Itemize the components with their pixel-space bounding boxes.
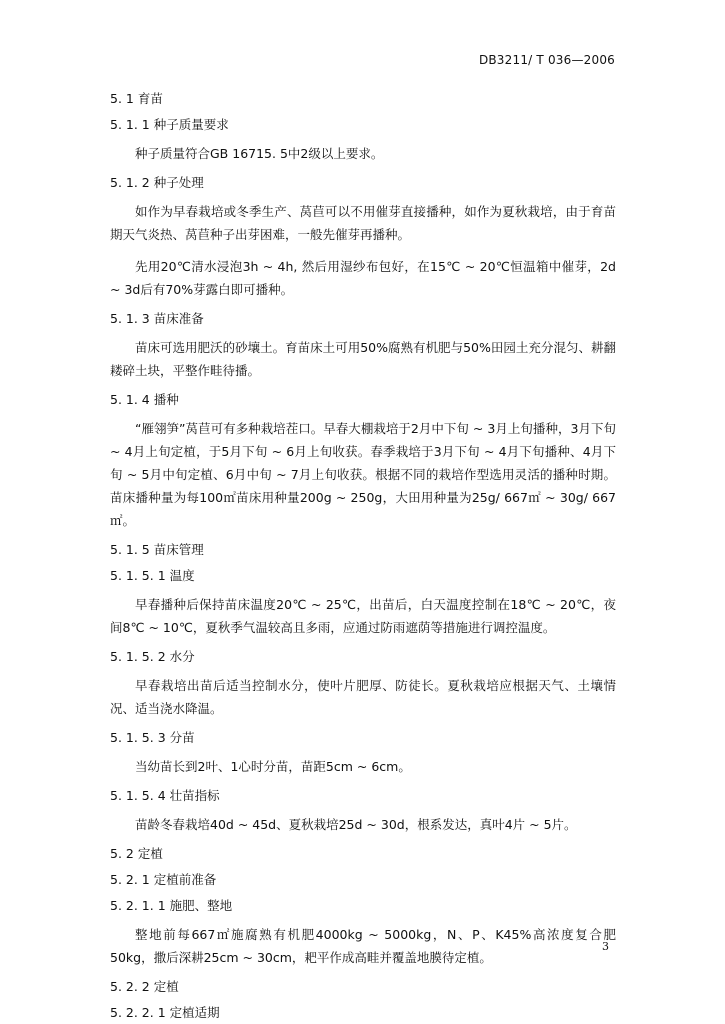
spacer bbox=[110, 995, 616, 1004]
spacer bbox=[110, 532, 616, 541]
section-heading: 5. 1 育苗 bbox=[110, 91, 163, 106]
spacer bbox=[110, 639, 616, 648]
spacer bbox=[110, 969, 616, 978]
section-heading: 5. 1. 4 播种 bbox=[110, 392, 179, 407]
section-heading: 5. 1. 5 苗床管理 bbox=[110, 542, 204, 557]
section-heading: 5. 1. 3 苗床准备 bbox=[110, 311, 204, 326]
body-paragraph: 当幼苗长到2叶、1心时分苗，苗距5cm ~ 6cm。 bbox=[135, 759, 411, 774]
body-paragraph: 苗龄冬春栽培40d ~ 45d、夏秋栽培25d ~ 30d，根系发达，真叶4片 ~ 5片。 bbox=[135, 817, 577, 832]
body-paragraph: 如作为早春栽培或冬季生产、莴苣可以不用催芽直接播种，如作为夏秋栽培，由于育苗期天气炎热、莴苣种子出芽困难，一般先催芽再播种。 bbox=[110, 204, 616, 242]
spacer bbox=[110, 107, 616, 116]
spacer bbox=[110, 888, 616, 897]
section-heading: 5. 2. 1 定植前准备 bbox=[110, 872, 217, 887]
body-paragraph: 种子质量符合GB 16715. 5中2级以上要求。 bbox=[135, 146, 384, 161]
section-heading: 5. 1. 5. 3 分苗 bbox=[110, 730, 195, 745]
page-number: 3 bbox=[602, 940, 609, 953]
document-body bbox=[110, 90, 616, 1021]
spacer bbox=[110, 720, 616, 729]
body-paragraph: 早春播种后保持苗床温度20℃ ~ 25℃，出苗后，白天温度控制在18℃ ~ 20℃，夜间8℃ ~ 10℃，夏秋季气温较高且多雨，应通过防雨遮荫等措施进行调控温度。 bbox=[110, 597, 616, 635]
spacer bbox=[110, 558, 616, 567]
spacer bbox=[110, 165, 616, 174]
spacer bbox=[110, 246, 616, 255]
section-heading: 5. 1. 5. 2 水分 bbox=[110, 649, 195, 664]
spacer bbox=[110, 301, 616, 310]
spacer bbox=[110, 778, 616, 787]
body-paragraph: “雁翎笋”莴苣可有多种栽培茬口。早春大棚栽培于2月中下旬 ~ 3月上旬播种，3月下旬 ~ 4月上旬定植，于5月下旬 ~ 6月上旬收获。春季栽培于3月下旬 ~ 4月下旬播种、4月下旬 ~ 5月中旬定植、6月中旬 ~ 7月上旬收获。根据不同的栽培作型选用灵活的播种时期。苗床播种量为每100㎡苗床用种量200g ~ 250g，大田用种量为25g/ 667㎡ ~ 30g/ 667㎡。 bbox=[110, 421, 616, 528]
document-code: DB3211/ T 036—2006 bbox=[478, 53, 615, 67]
spacer bbox=[110, 836, 616, 845]
body-paragraph: 先用20℃清水浸泡3h ~ 4h, 然后用湿纱布包好，在15℃ ~ 20℃恒温箱中催芽，2d ~ 3d后有70%芽露白即可播种。 bbox=[110, 259, 616, 297]
section-heading: 5. 2 定植 bbox=[110, 846, 163, 861]
section-heading: 5. 1. 5. 1 温度 bbox=[110, 568, 195, 583]
body-paragraph: 整地前每667㎡施腐熟有机肥4000kg ~ 5000kg，N、P、K45%高浓度复合肥50kg，撒后深耕25cm ~ 30cm，耙平作成高畦并覆盖地膜待定植。 bbox=[110, 927, 616, 965]
spacer bbox=[110, 382, 616, 391]
body-paragraph: 苗床可选用肥沃的砂壤土。育苗床土可用50%腐熟有机肥与50%田园土充分混匀、耕翻耧碎土块，平整作畦待播。 bbox=[110, 340, 616, 378]
spacer bbox=[110, 804, 616, 813]
spacer bbox=[110, 665, 616, 674]
spacer bbox=[110, 133, 616, 142]
section-heading: 5. 1. 2 种子处理 bbox=[110, 175, 204, 190]
spacer bbox=[110, 862, 616, 871]
section-heading: 5. 1. 1 种子质量要求 bbox=[110, 117, 229, 132]
spacer bbox=[110, 914, 616, 923]
spacer bbox=[110, 408, 616, 417]
spacer bbox=[110, 746, 616, 755]
section-heading: 5. 1. 5. 4 壮苗指标 bbox=[110, 788, 220, 803]
section-heading: 5. 2. 2 定植 bbox=[110, 979, 179, 994]
spacer bbox=[110, 327, 616, 336]
section-heading: 5. 2. 1. 1 施肥、整地 bbox=[110, 898, 233, 913]
body-paragraph: 早春栽培出苗后适当控制水分，使叶片肥厚、防徒长。夏秋栽培应根据天气、土壤情况、适当浇水降温。 bbox=[110, 678, 616, 716]
section-heading: 5. 2. 2. 1 定植适期 bbox=[110, 1005, 220, 1020]
spacer bbox=[110, 191, 616, 200]
spacer bbox=[110, 584, 616, 593]
